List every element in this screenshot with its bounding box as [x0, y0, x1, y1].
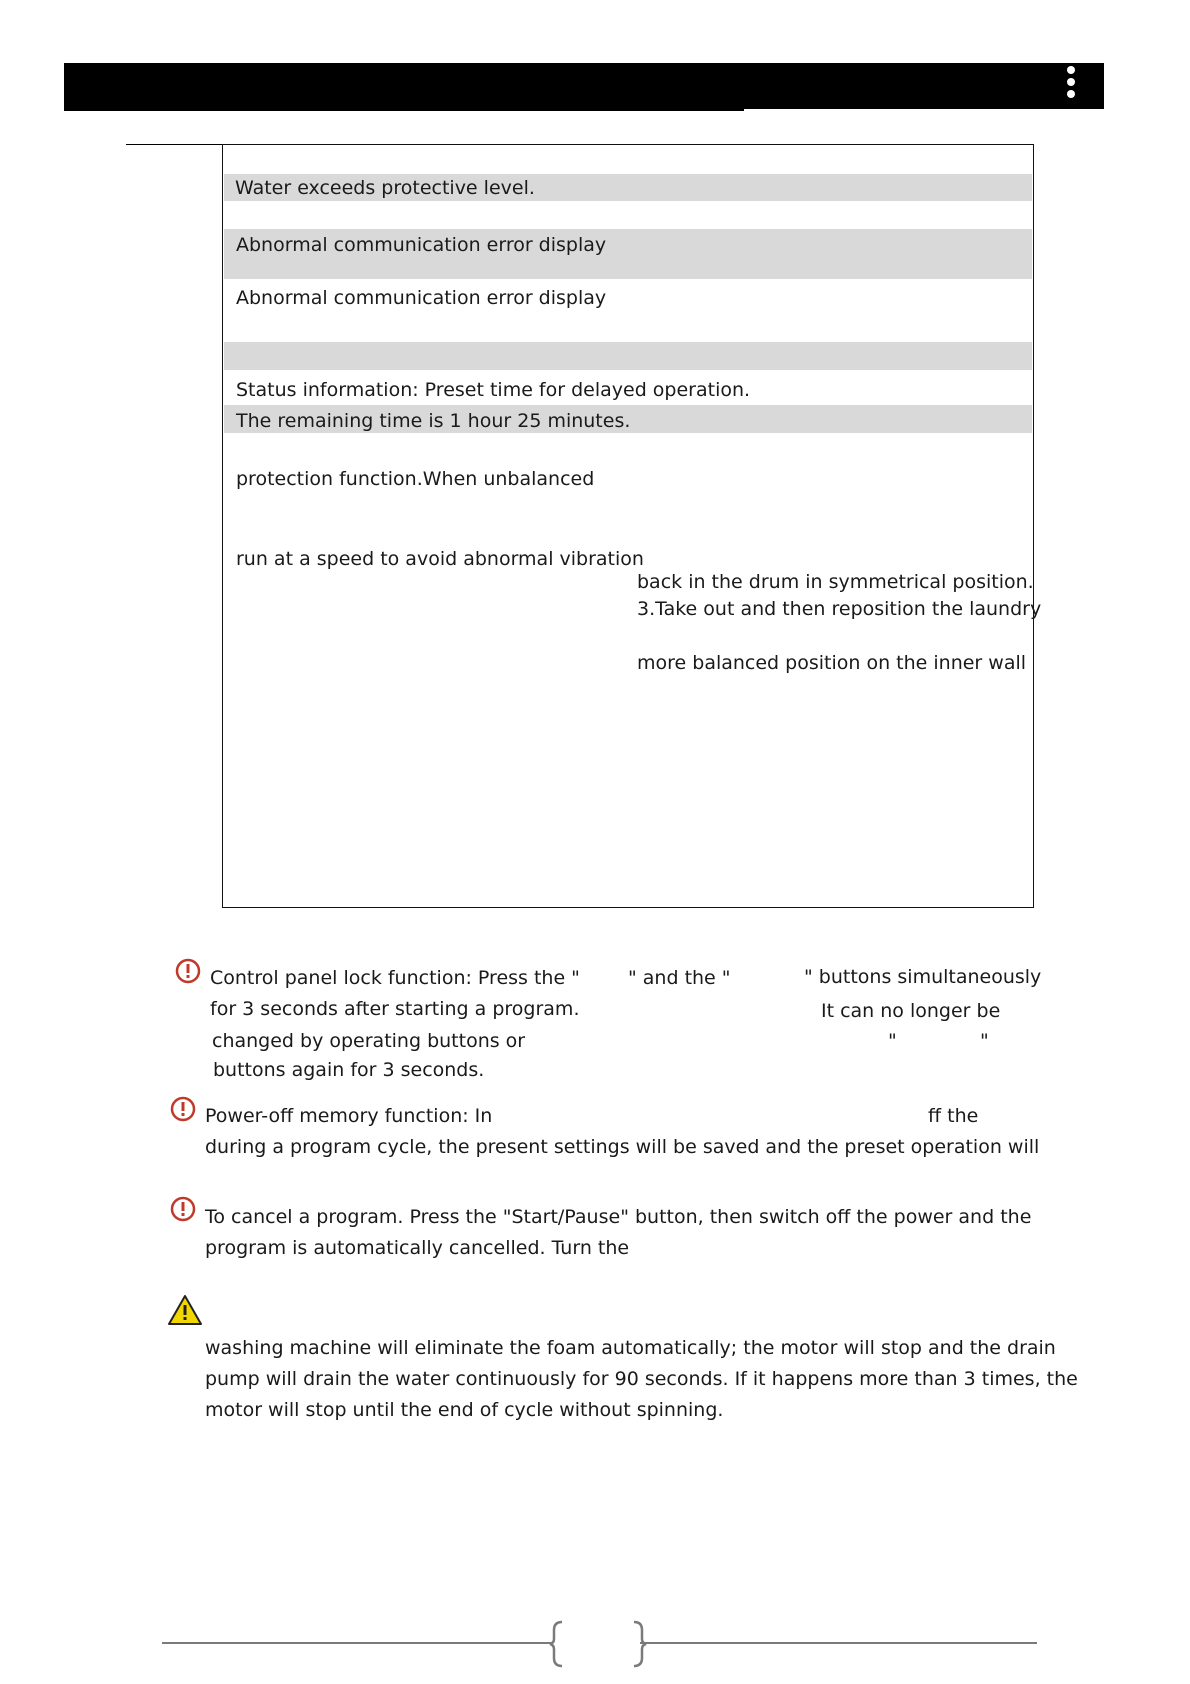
note-lock-line: " buttons simultaneously	[804, 966, 1042, 988]
note-lock-line: changed by operating buttons or	[212, 1030, 526, 1052]
warning-triangle-icon	[167, 1294, 203, 1326]
note-memory-line: during a program cycle, the present settings will be saved and the preset operation will	[205, 1136, 1040, 1158]
note-foam-line: pump will drain the water continuously for 90 seconds. If it happens more than 3 times, the	[205, 1368, 1078, 1390]
table-cell: more balanced position on the inner wall	[637, 652, 1027, 674]
note-lock-line: buttons again for 3 seconds.	[213, 1059, 485, 1081]
note-memory-line: ff the	[928, 1105, 979, 1127]
table-row: Abnormal communication error display	[236, 234, 607, 256]
footer-rule-left	[162, 1642, 552, 1644]
note-foam-line: motor will stop until the end of cycle without spinning.	[205, 1399, 724, 1421]
note-lock-line: "	[980, 1030, 989, 1052]
note-lock-line: " and the "	[628, 967, 731, 989]
table-row: Status information: Preset time for delayed operation.	[236, 379, 751, 401]
note-cancel-line: To cancel a program. Press the "Start/Pause" button, then switch off the power and the	[205, 1206, 1032, 1228]
attention-circle-icon	[175, 958, 201, 984]
attention-circle-icon	[170, 1096, 196, 1122]
table-row: protection function.When unbalanced	[236, 468, 595, 490]
table-cell: back in the drum in symmetrical position.	[637, 571, 1034, 593]
divider	[126, 144, 224, 145]
note-memory-line: Power-off memory function: In	[205, 1105, 493, 1127]
more-dots-icon	[1065, 66, 1077, 106]
header-rule	[64, 109, 744, 111]
table-cell: 3.Take out and then reposition the laundry	[637, 598, 1042, 620]
note-lock-line: It can no longer be	[821, 1000, 1001, 1022]
footer-rule-right	[640, 1642, 1037, 1644]
table-row: Water exceeds protective level.	[235, 177, 535, 199]
page-number-bracket-icon	[548, 1620, 648, 1668]
note-lock-line: Control panel lock function: Press the "	[210, 967, 580, 989]
table-row: run at a speed to avoid abnormal vibration	[236, 548, 644, 570]
note-foam-line: washing machine will eliminate the foam automatically; the motor will stop and the drain	[205, 1337, 1056, 1359]
attention-circle-icon	[170, 1196, 196, 1222]
note-cancel-line: program is automatically cancelled. Turn the	[205, 1237, 630, 1259]
note-lock-line: "	[888, 1030, 897, 1052]
header-bar	[64, 63, 1104, 109]
table-row: The remaining time is 1 hour 25 minutes.	[236, 410, 631, 432]
note-lock-line: for 3 seconds after starting a program.	[210, 998, 580, 1020]
table-row: Abnormal communication error display	[236, 287, 607, 309]
table-row-band	[224, 342, 1032, 370]
